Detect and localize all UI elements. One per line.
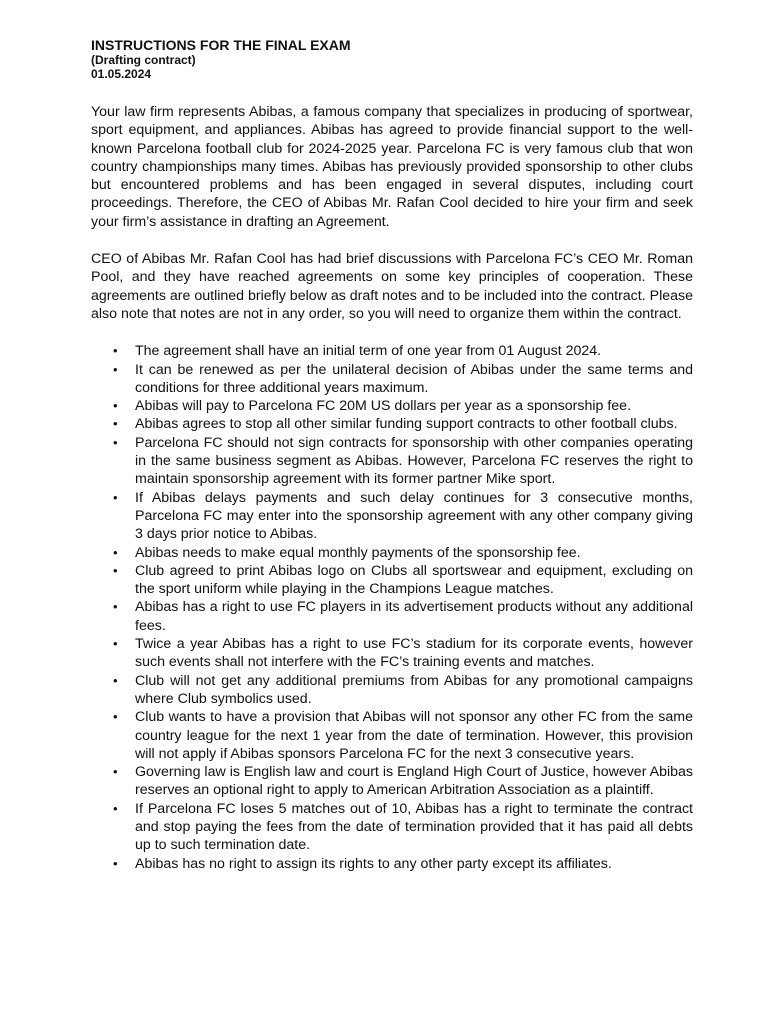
document-title: INSTRUCTIONS FOR THE FINAL EXAM [91, 37, 351, 53]
bullet-icon: • [113, 672, 118, 688]
note-text: Abibas has a right to use FC players in its advertisement products without any additional fees. [135, 599, 693, 634]
note-text: Abibas will pay to Parcelona FC 20M US dollars per year as a sponsorship fee. [135, 398, 632, 415]
bullet-icon: • [113, 855, 118, 871]
bullet-icon: • [113, 800, 118, 816]
note-text: Twice a year Abibas has a right to use FC’s stadium for its corporate events, however such events shall not interfere with the FC’s training events and matches. [135, 636, 693, 671]
document-page [91, 38, 693, 873]
list-item [91, 361, 693, 398]
bullet-icon: • [113, 361, 118, 377]
note-text: The agreement shall have an initial term of one year from 01 August 2024. [135, 343, 602, 360]
note-text: Abibas needs to make equal monthly payments of the sponsorship fee. [135, 544, 581, 561]
draft-notes-list [91, 342, 693, 873]
list-item [91, 415, 693, 433]
list-item [91, 397, 693, 415]
note-text: Club agreed to print Abibas logo on Clubs all sportswear and equipment, excluding on the sport uniform while playing in the Champions League matches. [135, 562, 693, 598]
note-text: If Parcelona FC loses 5 matches out of 10, Abibas has a right to terminate the contract and stop paying the fees from the date of termination provided that it has paid all debts up to such termination date. [135, 800, 693, 854]
bullet-icon: • [113, 489, 118, 505]
bullet-icon: • [113, 562, 118, 578]
bullet-icon: • [113, 599, 118, 615]
list-item [91, 342, 693, 360]
list-item [91, 672, 693, 709]
intro-paragraph: Your law firm represents Abibas, a famous company that specializes in producing of sportwear, sport equipment, and appliances. Abibas has agreed to provide financial support to the well-known Parcelona football club for 2024-2025 year. Parcelona FC is very famous club that won country championships many times. Abibas has previously provided sponsorship to other clubs but encountered problems and has been engaged in several disputes, including court proceedings. Therefore, the CEO of Abibas Mr. Rafan Cool decided to hire your firm and seek your firm’s assistance in drafting an Agreement. [91, 104, 693, 230]
discussion-paragraph: CEO of Abibas Mr. Rafan Cool has had brief discussions with Parcelona FC’s CEO Mr. Roman Pool, and they have reached agreements on some key principles of cooperation. These agreements are outlined briefly below as draft notes and to be included into the contract. Please also note that notes are not in any order, so you will need to organize them within the contract. [91, 251, 693, 322]
note-text: Governing law is English law and court is England High Court of Justice, however Abibas reserves an optional right to apply to American Arbitration Association as a plaintiff. [135, 764, 693, 799]
list-item [91, 434, 693, 489]
list-item [91, 855, 693, 873]
note-text: Parcelona FC should not sign contracts for sponsorship with other companies operating in the same business segment as Abibas. However, Parcelona FC reserves the right to maintain sponsorship agreement with its former partner Mike sport. [135, 434, 693, 488]
note-text: It can be renewed as per the unilateral decision of Abibas under the same terms and conditions for three additional years maximum. [135, 361, 693, 396]
list-item [91, 598, 693, 635]
document-date: 01.05.2024 [91, 67, 152, 81]
note-text: Club wants to have a provision that Abibas will not sponsor any other FC from the same country league for the next 1 year from the date of termination. However, this provision will not apply if Abibas sponsors Parcelona FC for the next 3 consecutive years. [135, 709, 693, 762]
bullet-icon: • [113, 398, 118, 414]
bullet-icon: • [113, 416, 118, 432]
list-item [91, 544, 693, 562]
list-item [91, 763, 693, 800]
bullet-icon: • [113, 764, 118, 780]
list-item [91, 562, 693, 599]
bullet-icon: • [113, 544, 118, 560]
bullet-icon: • [113, 709, 118, 725]
list-item [91, 800, 693, 855]
bullet-icon: • [113, 434, 118, 450]
list-item [91, 708, 693, 763]
document-subtitle: (Drafting contract) [91, 53, 196, 67]
note-text: Abibas agrees to stop all other similar funding support contracts to other football clubs. [135, 416, 678, 433]
bullet-icon: • [113, 636, 118, 652]
note-text: Club will not get any additional premiums from Abibas for any promotional campaigns where Club symbolics used. [135, 672, 693, 707]
list-item [91, 489, 693, 544]
note-text: If Abibas delays payments and such delay continues for 3 consecutive months, Parcelona FC may enter into the sponsorship agreement with any other company giving 3 days prior notice to Abibas. [135, 489, 693, 543]
bullet-icon: • [113, 343, 118, 359]
note-text: Abibas has no right to assign its rights to any other party except its affiliates. [135, 855, 612, 872]
list-item [91, 635, 693, 672]
